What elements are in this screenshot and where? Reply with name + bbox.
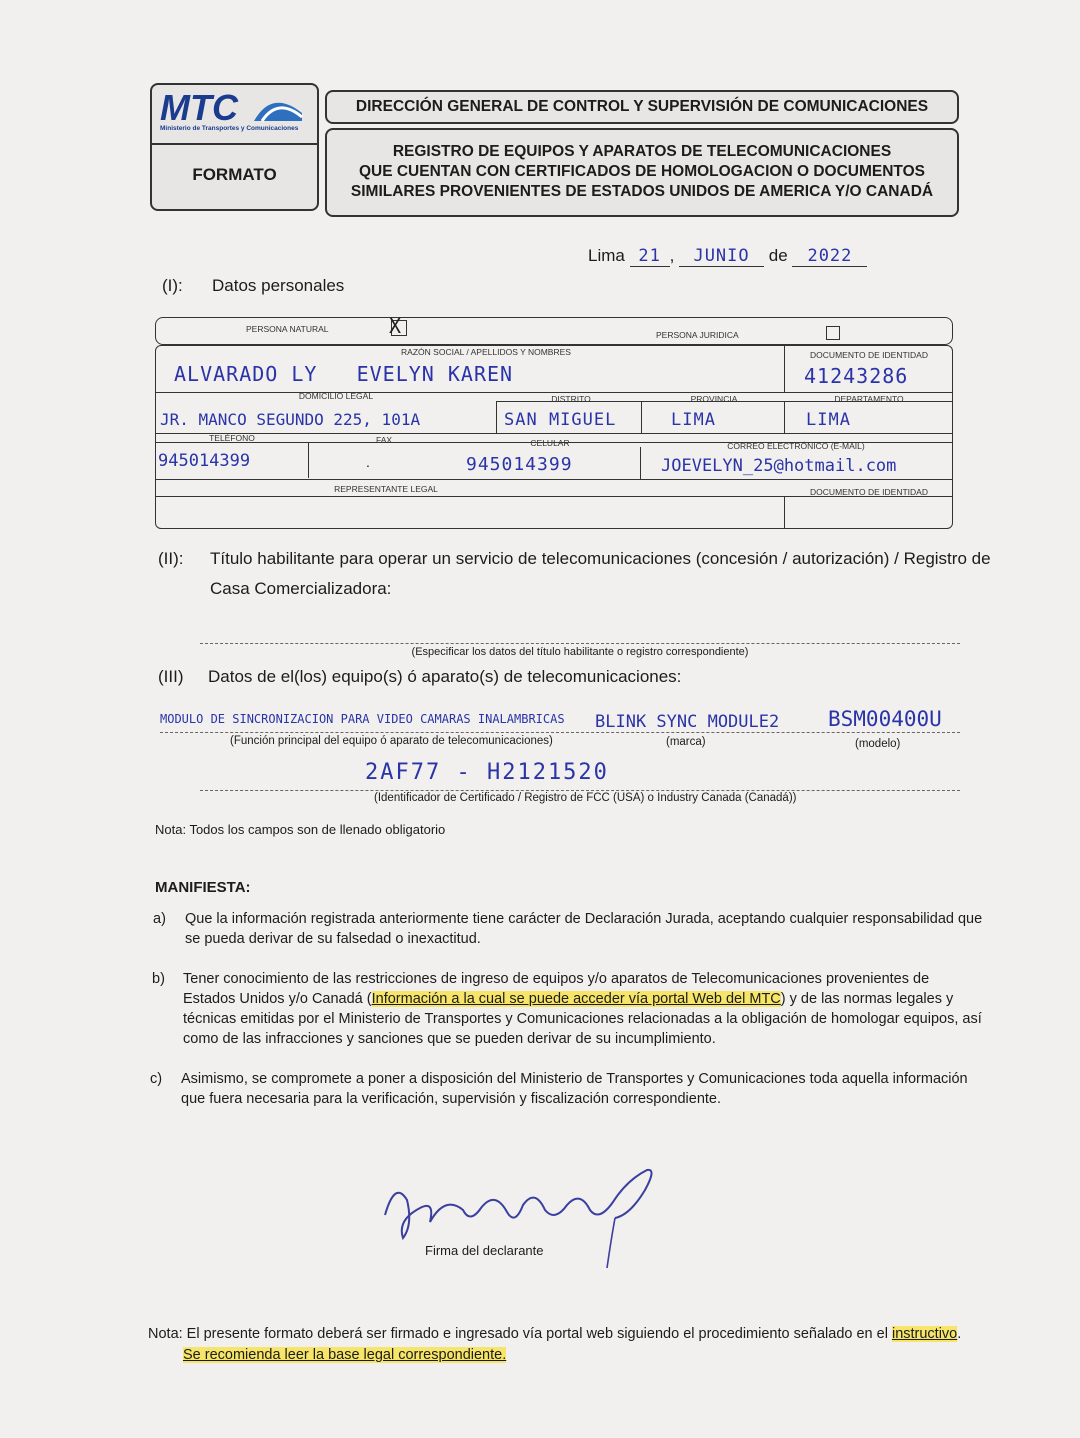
mtc-logo	[160, 87, 310, 135]
registro-title-2: QUE CUENTAN CON CERTIFICADOS DE HOMOLOGACION O DOCUMENTOS	[358, 163, 926, 180]
instructivo-link[interactable]: instructivo	[891, 1326, 958, 1342]
formato-label: FORMATO	[192, 165, 277, 184]
doc-rep-label: DOCUMENTO DE IDENTIDAD	[810, 487, 928, 497]
manifiesta-c-letter: c)	[150, 1071, 163, 1087]
manifiesta-b-letter: b)	[152, 971, 165, 987]
logo-wave-icon	[252, 93, 304, 123]
persona-row	[155, 314, 953, 345]
domicilio-value: JR. MANCO SEGUNDO 225, 101A	[160, 410, 421, 429]
correo-value: JOEVELYN_25@hotmail.com	[661, 456, 897, 476]
distrito-label: DISTRITO	[551, 394, 591, 404]
date-month: JUNIO	[679, 246, 764, 267]
nombre-value: ALVARADO LY EVELYN KAREN	[174, 362, 514, 386]
certificado-value: 2AF77 - H2121520	[365, 760, 609, 785]
logo-text: MTC	[160, 87, 238, 128]
section1-title: Datos personales	[212, 276, 345, 295]
manifiesta-a-letter: a)	[153, 911, 166, 927]
fax-label: FAX	[375, 435, 393, 445]
celular-label: CELULAR	[530, 438, 570, 448]
modelo-label: (modelo)	[855, 738, 901, 750]
mtc-portal-link[interactable]: Información a la cual se puede acceder vía portal Web del MTC	[371, 991, 781, 1007]
nota-campos: Nota: Todos los campos son de llenado obligatorio	[155, 822, 446, 837]
section2-hint: (Especificar los datos del título habilitante o registro correspondiente)	[411, 646, 749, 658]
domicilio-label: DOMICILIO LEGAL	[298, 391, 374, 401]
registro-box	[325, 128, 959, 217]
logo-subtitle: Ministerio de Transportes y Comunicaciones	[160, 125, 299, 132]
direccion-box	[325, 90, 959, 124]
datos-table	[155, 345, 953, 529]
section2-num: (II):	[158, 549, 184, 568]
manifiesta-b-para	[183, 969, 985, 1049]
documento-label: DOCUMENTO DE IDENTIDAD	[810, 350, 928, 360]
manifiesta-b-text-1: Tener conocimiento de las restricciones de ingreso de equipos y/o aparatos de Telecomunicaciones provenientes de Estados Unidos y/o Canadá (	[183, 971, 930, 1007]
registro-title-3: SIMILARES PROVENIENTES DE ESTADOS UNIDOS DE AMERICA Y/O CANADÁ	[350, 183, 934, 200]
funcion-value: MODULO DE SINCRONIZACION PARA VIDEO CAMARAS INALAMBRICAS	[160, 712, 565, 726]
correo-label: CORREO ELECTRÓNICO (E-MAIL)	[727, 441, 865, 451]
persona-natural-mark: X	[389, 314, 403, 338]
section2-text-1: Título habilitante para operar un servicio de telecomunicaciones (concesión / autorización) / Registro de	[210, 549, 991, 568]
footer-punto: .	[957, 1326, 962, 1342]
departamento-value: LIMA	[806, 410, 851, 430]
registro-title-1: REGISTRO DE EQUIPOS Y APARATOS DE TELECOMUNICACIONES	[392, 143, 892, 160]
marca-label: (marca)	[666, 736, 706, 748]
direccion-title: DIRECCIÓN GENERAL DE CONTROL Y SUPERVISIÓN DE COMUNICACIONES	[355, 98, 929, 115]
distrito-value: SAN MIGUEL	[504, 410, 617, 430]
footer-nota	[148, 1324, 978, 1366]
section3-num: (III)	[158, 667, 184, 686]
fax-value: .	[366, 454, 370, 470]
date-city: Lima	[588, 246, 625, 265]
telefono-label: TELÉFONO	[209, 433, 255, 443]
persona-natural-label: PERSONA NATURAL	[246, 324, 329, 334]
section2-text-2: Casa Comercializadora:	[210, 579, 392, 598]
manifiesta-c-text: Asimismo, se compromete a poner a disposición del Ministerio de Transportes y Comunicaciones toda aquella información que fuera necesaria para la verificación, supervisión y fiscalización correspondiente.	[181, 1071, 968, 1107]
manifiesta-b-text-2: ) y de las normas legales y técnicas emitidas por el Ministerio de Transportes y Comunicaciones relacionadas a la obligación de homologar equipos, así como de las infracciones y sanciones que se pueden derivar de su incumplimiento.	[183, 991, 982, 1047]
persona-juridica-label: PERSONA JURIDICA	[656, 330, 739, 340]
section3-title: Datos de el(los) equipo(s) ó aparato(s) de telecomunicaciones:	[208, 667, 682, 686]
razon-social-label: RAZÓN SOCIAL / APELLIDOS Y NOMBRES	[401, 347, 571, 357]
base-legal-link[interactable]: Se recomienda leer la base legal correspondiente.	[183, 1347, 507, 1363]
manifiesta-a-text: Que la información registrada anteriormente tiene carácter de Declaración Jurada, aceptando cualquier responsabilidad que se pueda derivar de su falsedad o inexactitud.	[185, 911, 983, 947]
section2-line	[200, 643, 960, 644]
logo-box	[150, 83, 319, 211]
departamento-label: DEPARTAMENTO	[834, 394, 904, 404]
date-de: de	[768, 246, 788, 265]
footer-nota-text: Nota: El presente formato deberá ser firmado e ingresado vía portal web siguiendo el procedimiento señalado en el	[148, 1326, 892, 1342]
date-line: Lima 21 , JUNIO de 2022	[588, 246, 888, 270]
persona-juridica-checkbox[interactable]	[826, 326, 840, 340]
date-year: 2022	[792, 246, 867, 267]
representante-label: REPRESENTANTE LEGAL	[334, 484, 438, 494]
modelo-value: BSM00400U	[828, 707, 942, 731]
provincia-value: LIMA	[671, 410, 716, 430]
provincia-label: PROVINCIA	[690, 394, 738, 404]
date-day: 21	[630, 246, 670, 267]
manifiesta-title: MANIFIESTA:	[155, 879, 251, 896]
section1-num: (I):	[162, 276, 183, 295]
funcion-label: (Función principal del equipo ó aparato de telecomunicaciones)	[230, 735, 553, 747]
firma-label: Firma del declarante	[425, 1243, 544, 1258]
marca-value: BLINK SYNC MODULE2	[595, 712, 780, 732]
telefono-value: 945014399	[158, 451, 251, 471]
documento-value: 41243286	[804, 364, 909, 388]
certificado-label: (Identificador de Certificado / Registro de FCC (USA) o Industry Canada (Canadá))	[374, 792, 797, 804]
celular-value: 945014399	[466, 454, 573, 475]
